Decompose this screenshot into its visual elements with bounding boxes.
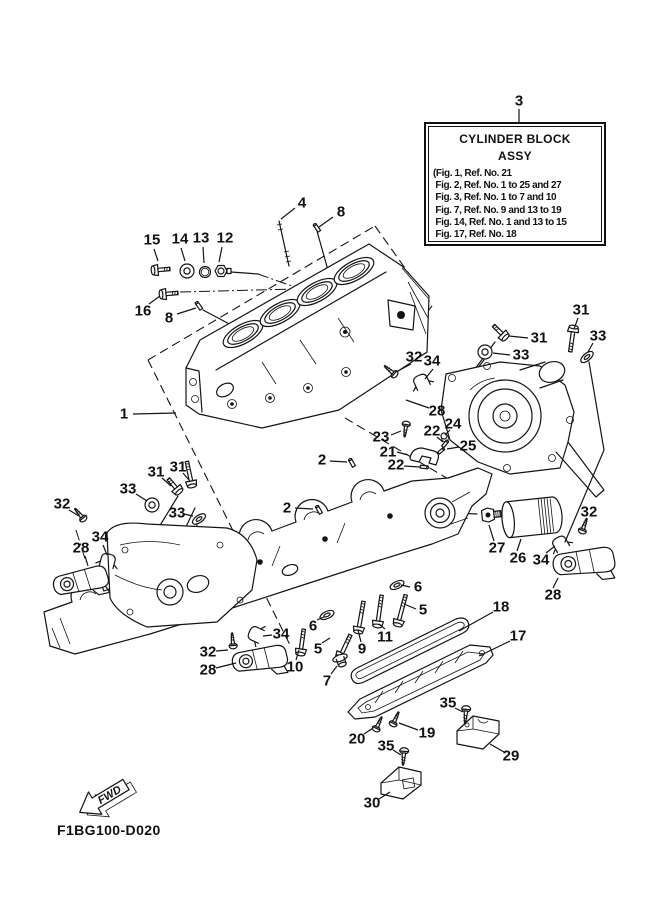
stay-bracket bbox=[410, 448, 439, 465]
oil-filter-fitting bbox=[481, 507, 501, 523]
dowel-pin bbox=[438, 447, 445, 454]
callout-35: 35 bbox=[377, 737, 395, 755]
leader-line bbox=[399, 723, 418, 730]
callout-28: 28 bbox=[72, 539, 90, 557]
callout-19: 19 bbox=[418, 724, 436, 742]
figure-reference: Fig. 2, Ref. No. 1 to 25 and 27 bbox=[433, 180, 562, 192]
leader-line bbox=[263, 635, 272, 636]
callout-32: 32 bbox=[199, 643, 217, 661]
callout-31: 31 bbox=[169, 458, 187, 476]
callout-32: 32 bbox=[405, 348, 423, 366]
bolt bbox=[565, 325, 580, 353]
assembly-title: CYLINDER BLOCK bbox=[459, 132, 571, 146]
callout-23: 23 bbox=[372, 428, 390, 446]
o-ring bbox=[200, 267, 211, 278]
leader-line bbox=[406, 400, 429, 408]
figure-reference: Fig. 17, Ref. No. 18 bbox=[433, 229, 517, 241]
callout-14: 14 bbox=[171, 230, 189, 248]
bracket-29 bbox=[457, 716, 499, 749]
leader-line bbox=[136, 494, 147, 501]
fwd-label: FWD bbox=[95, 783, 124, 807]
dowel-pin bbox=[313, 223, 321, 232]
screw bbox=[399, 747, 409, 765]
callout-4: 4 bbox=[297, 194, 307, 212]
assembly-title-box-inner bbox=[428, 126, 602, 242]
stud-bolt bbox=[277, 221, 291, 266]
washer bbox=[145, 498, 159, 512]
leader-line bbox=[330, 461, 347, 462]
figure-reference: Fig. 3, Ref. No. 1 to 7 and 10 bbox=[433, 192, 557, 204]
leader-line bbox=[364, 728, 373, 734]
leader-line bbox=[216, 650, 228, 651]
leader-line bbox=[509, 336, 528, 338]
callout-2: 2 bbox=[317, 451, 327, 469]
assembly-subtitle: ASSY bbox=[498, 149, 532, 163]
leader-line bbox=[219, 247, 222, 262]
callout-33: 33 bbox=[168, 504, 186, 522]
mount-clip bbox=[408, 371, 433, 392]
callout-31: 31 bbox=[572, 301, 590, 319]
callout-6: 6 bbox=[413, 578, 423, 596]
callout-24: 24 bbox=[444, 415, 462, 433]
dowel-pin bbox=[420, 465, 428, 469]
callout-1: 1 bbox=[119, 405, 129, 423]
tapping-screw bbox=[72, 506, 88, 523]
callout-34: 34 bbox=[423, 352, 441, 370]
callout-17: 17 bbox=[509, 627, 527, 645]
figure-reference: Fig. 14, Ref. No. 1 and 13 to 15 bbox=[433, 216, 567, 228]
leader-line bbox=[154, 249, 158, 261]
callout-28: 28 bbox=[544, 586, 562, 604]
leader-line bbox=[397, 452, 408, 455]
left-side-cover bbox=[107, 523, 257, 627]
figure-reference: Fig. 7, Ref. No. 9 and 13 to 19 bbox=[433, 204, 562, 216]
callout-34: 34 bbox=[272, 625, 290, 643]
callout-9: 9 bbox=[357, 640, 367, 658]
leader-line bbox=[425, 369, 433, 379]
leader-line bbox=[493, 353, 510, 355]
screw bbox=[401, 421, 411, 438]
bolt bbox=[352, 600, 369, 634]
leader-line bbox=[404, 604, 416, 609]
union-nut bbox=[215, 266, 231, 277]
callout-35: 35 bbox=[439, 694, 457, 712]
bolt bbox=[295, 628, 310, 656]
callout-28: 28 bbox=[428, 402, 446, 420]
callout-32: 32 bbox=[53, 495, 71, 513]
oil-strainer-plate bbox=[348, 645, 493, 719]
callout-33: 33 bbox=[512, 346, 530, 364]
callout-18: 18 bbox=[492, 598, 510, 616]
callout-6: 6 bbox=[308, 617, 318, 635]
bolt bbox=[490, 322, 511, 343]
mount-clip bbox=[245, 621, 266, 646]
washer bbox=[319, 609, 336, 622]
callout-10: 10 bbox=[286, 658, 304, 676]
callout-20: 20 bbox=[348, 730, 366, 748]
callout-29: 29 bbox=[502, 747, 520, 765]
washer bbox=[191, 512, 207, 527]
washer bbox=[478, 345, 492, 359]
leader-line bbox=[181, 248, 185, 261]
tapping-screw bbox=[228, 633, 237, 649]
dowel-pin bbox=[195, 301, 203, 310]
oil-filter bbox=[500, 496, 563, 538]
callout-12: 12 bbox=[216, 229, 234, 247]
mount-clip bbox=[547, 532, 573, 554]
callout-21: 21 bbox=[379, 443, 397, 461]
leader-line bbox=[322, 638, 330, 643]
callout-2: 2 bbox=[282, 499, 292, 517]
assembly-title-box bbox=[424, 122, 606, 246]
leader-line bbox=[281, 208, 295, 219]
bolt bbox=[159, 287, 179, 300]
leader-line bbox=[203, 247, 204, 263]
screw bbox=[388, 710, 402, 728]
callout-22: 22 bbox=[387, 456, 405, 474]
figure-reference: (Fig. 1, Ref. No. 21 bbox=[433, 168, 512, 179]
callout-33: 33 bbox=[589, 327, 607, 345]
callout-34: 34 bbox=[532, 551, 550, 569]
washer bbox=[180, 264, 194, 278]
callout-33: 33 bbox=[119, 480, 137, 498]
drawing-code: F1BG100-D020 bbox=[57, 822, 161, 838]
callout-5: 5 bbox=[313, 640, 323, 658]
callout-22: 22 bbox=[423, 422, 441, 440]
callout-3: 3 bbox=[514, 92, 524, 110]
callout-8: 8 bbox=[164, 309, 174, 327]
leader-line bbox=[85, 556, 88, 566]
callout-7: 7 bbox=[322, 672, 332, 690]
callout-25: 25 bbox=[459, 437, 477, 455]
callout-16: 16 bbox=[134, 302, 152, 320]
engine-mount bbox=[551, 543, 618, 590]
callout-34: 34 bbox=[91, 528, 109, 546]
leader-line bbox=[133, 413, 176, 414]
leader-line bbox=[319, 217, 333, 227]
callout-31: 31 bbox=[530, 329, 548, 347]
bolt bbox=[164, 475, 185, 496]
screw bbox=[371, 715, 385, 733]
callout-15: 15 bbox=[143, 231, 161, 249]
leader-line bbox=[447, 447, 459, 449]
leader-line bbox=[404, 466, 420, 467]
callout-27: 27 bbox=[488, 539, 506, 557]
bolt bbox=[392, 593, 411, 628]
callout-8: 8 bbox=[336, 203, 346, 221]
figure-reference-list bbox=[433, 168, 601, 241]
engine-mount bbox=[230, 642, 290, 685]
callout-28: 28 bbox=[199, 661, 217, 679]
bolt bbox=[151, 263, 171, 276]
washer bbox=[579, 349, 595, 364]
bolt bbox=[372, 594, 387, 628]
callout-11: 11 bbox=[377, 628, 393, 646]
leader-line bbox=[177, 308, 196, 314]
callout-5: 5 bbox=[418, 601, 428, 619]
callout-31: 31 bbox=[147, 463, 165, 481]
flanged-collar bbox=[332, 652, 350, 669]
callout-13: 13 bbox=[192, 229, 210, 247]
leader-line bbox=[331, 666, 337, 674]
callout-30: 30 bbox=[363, 794, 381, 812]
fwd-arrow bbox=[73, 771, 140, 829]
callout-32: 32 bbox=[580, 503, 598, 521]
dowel-pin bbox=[348, 458, 355, 467]
leader-line bbox=[391, 431, 401, 435]
callout-26: 26 bbox=[509, 549, 527, 567]
